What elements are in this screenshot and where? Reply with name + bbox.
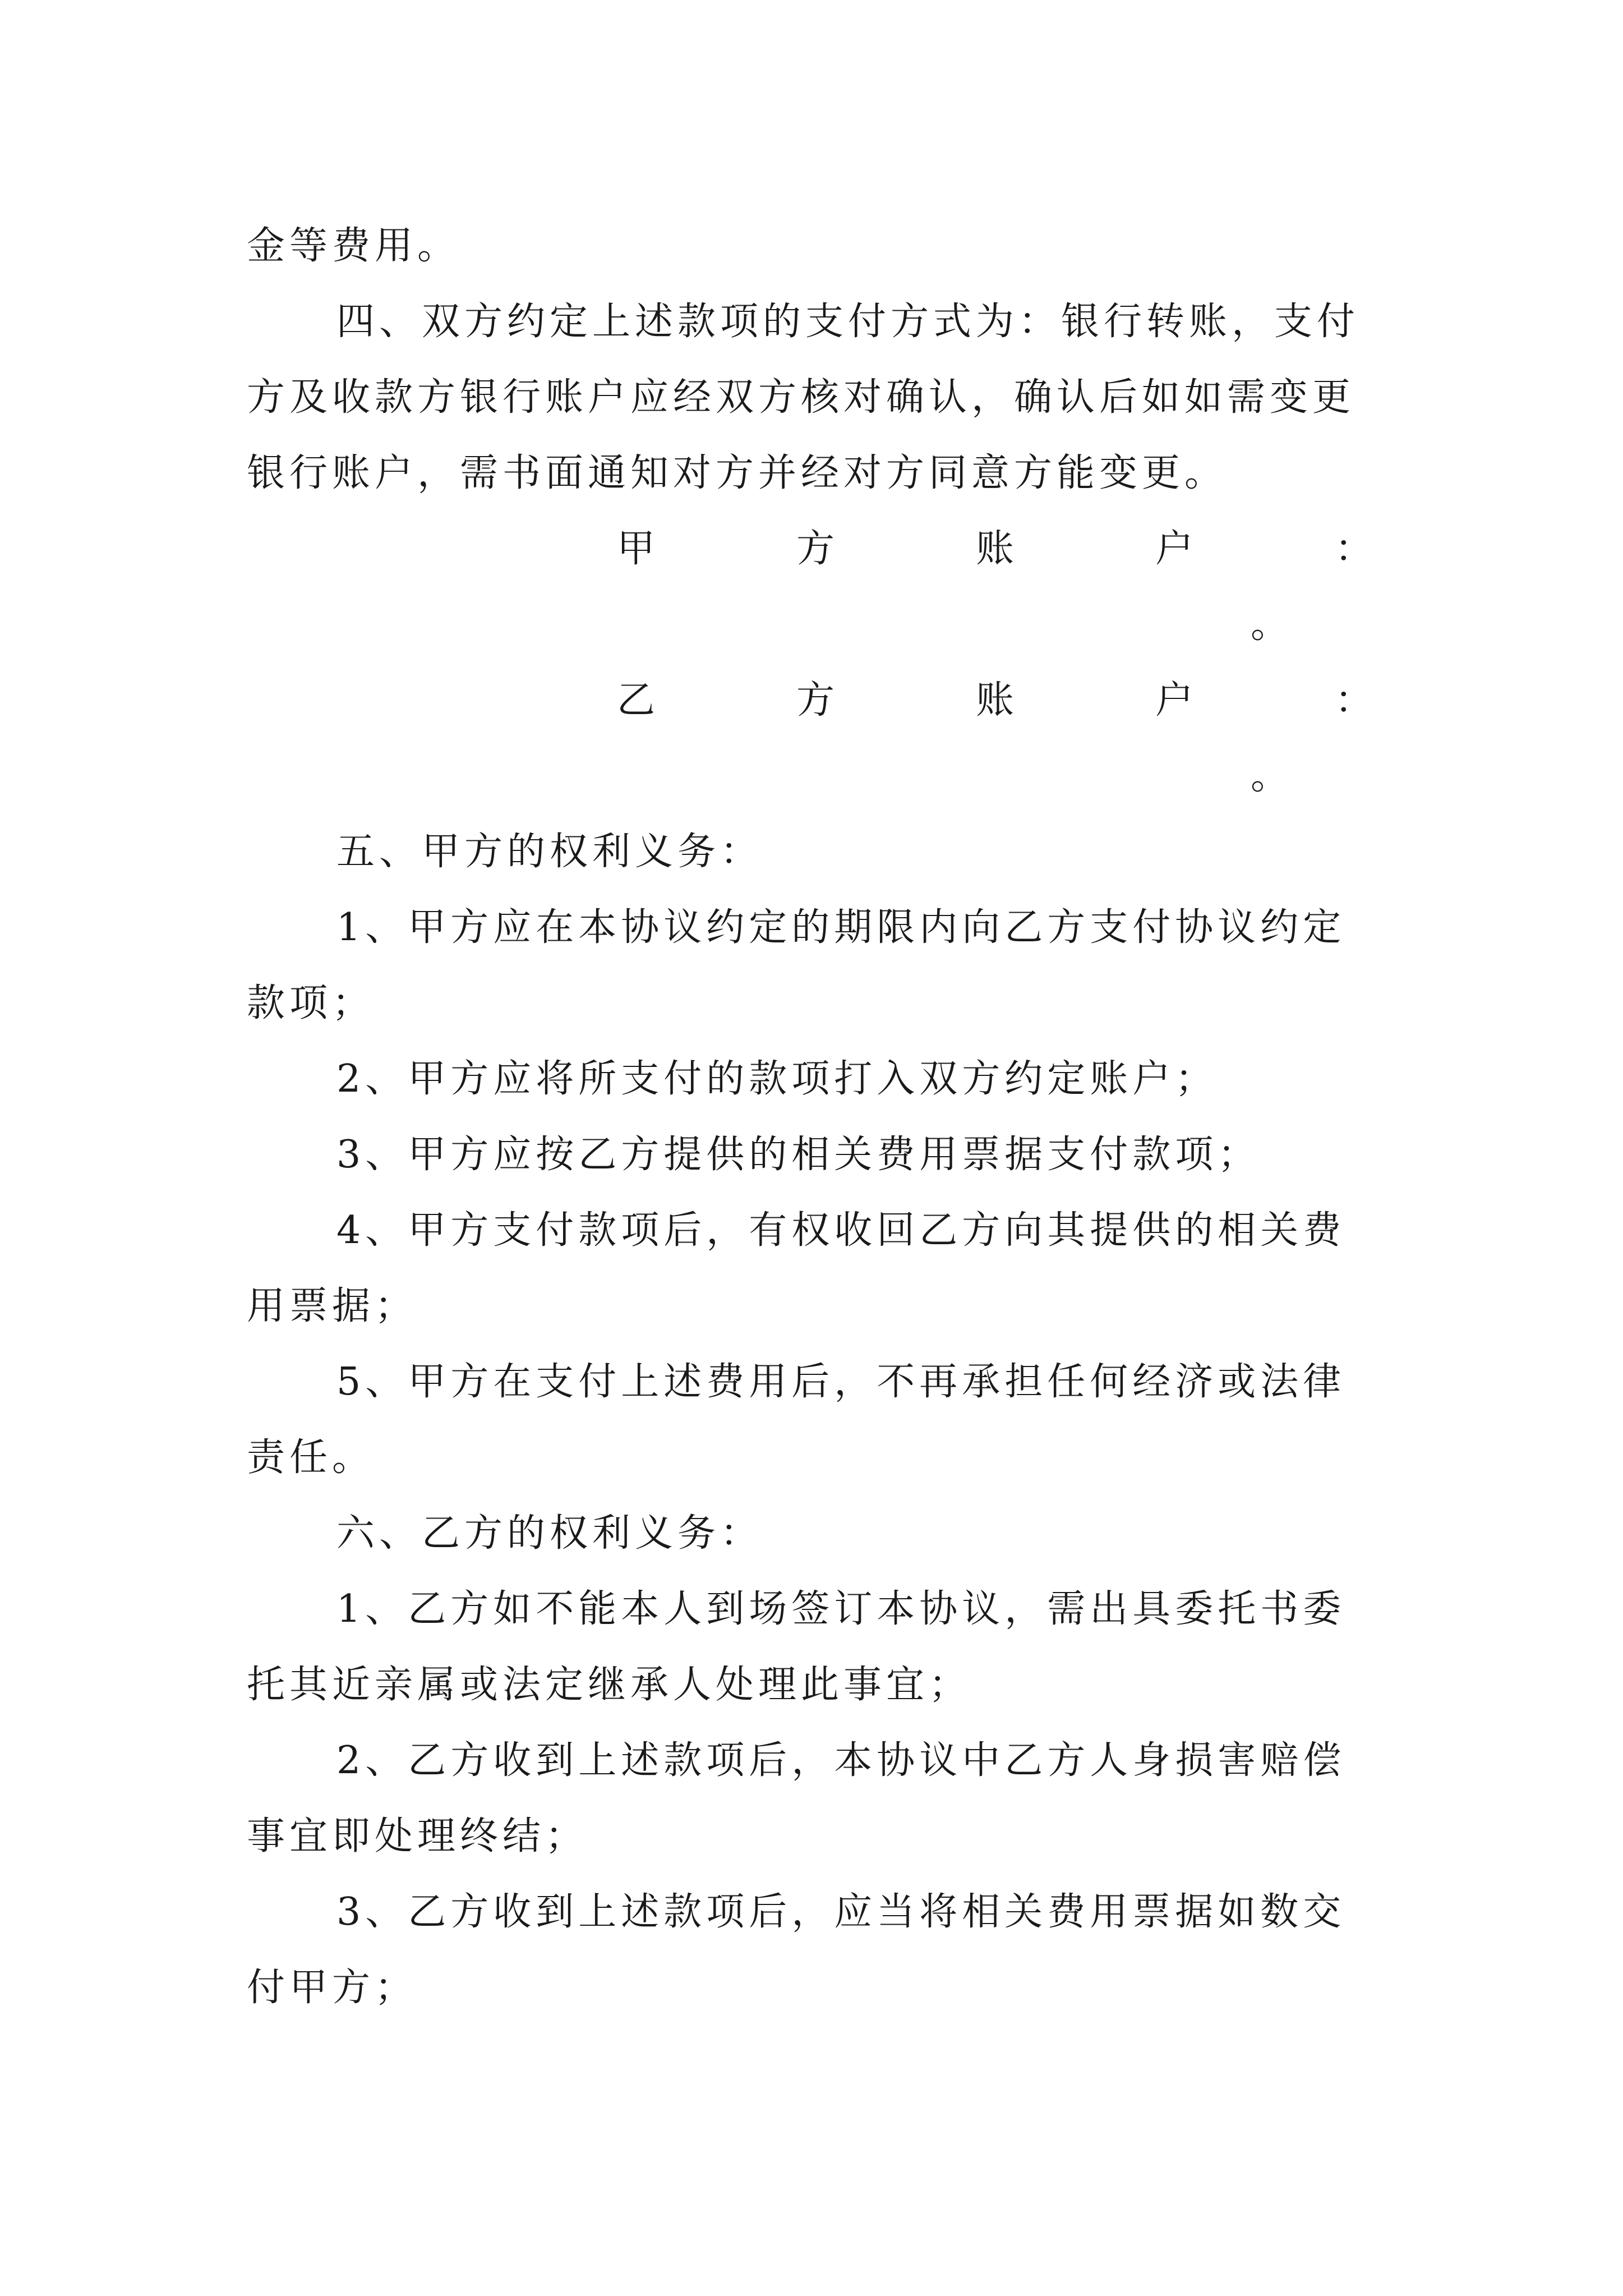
party-b-char: 账 [976,678,1015,723]
text-line: 金等费用。 [247,224,460,268]
text-line: 3、乙方收到上述款项后，应当将相关费用票据如数交 [336,1890,1346,1934]
text-line: 1、乙方如不能本人到场签订本协议，需出具委托书委 [336,1587,1346,1631]
party-b-char: 乙 [617,678,656,723]
text-line: 方及收款方银行账户应经双方核对确认，确认后如如需变更 [247,375,1355,420]
text-line: 1、甲方应在本协议约定的期限内向乙方支付协议约定 [336,905,1346,950]
text-line: 3、甲方应按乙方提供的相关费用票据支付款项； [336,1133,1261,1177]
party-a-char: 方 [796,527,835,571]
party-a-char: ： [1335,527,1373,571]
party-b-char: 户 [1155,678,1194,723]
party-a-char: 账 [976,527,1015,571]
text-line: 2、甲方应将所支付的款项打入双方约定账户； [336,1057,1218,1101]
party-a-char: 户 [1155,527,1194,571]
text-line: 付甲方； [247,1966,418,2010]
party-a-account-end: 。 [1251,602,1289,647]
party-b-account-line [0,678,1623,726]
text-line: 四、双方约定上述款项的支付方式为：银行转账，支付 [336,300,1360,344]
text-line: 款项； [247,981,375,1025]
section-heading: 五、甲方的权利义务： [336,830,763,874]
party-a-char: 甲 [617,527,656,571]
text-line: 4、甲方支付款项后，有权收回乙方向其提供的相关费 [336,1208,1346,1253]
text-line: 银行账户，需书面通知对方并经对方同意方能变更。 [247,451,1228,495]
text-line: 托其近亲属或法定继承人处理此事宜； [247,1663,972,1707]
party-b-char: 方 [796,678,835,723]
party-b-account-end: 。 [1251,754,1289,798]
text-line: 事宜即处理终结； [247,1814,588,1858]
text-line: 责任。 [247,1435,375,1480]
party-b-char: ： [1335,678,1373,723]
section-heading: 六、乙方的权利义务： [336,1511,763,1556]
party-a-account-line [0,527,1623,575]
text-line: 用票据； [247,1284,418,1328]
text-line: 5、甲方在支付上述费用后，不再承担任何经济或法律 [336,1360,1346,1404]
text-line: 2、乙方收到上述款项后，本协议中乙方人身损害赔偿 [336,1738,1346,1783]
